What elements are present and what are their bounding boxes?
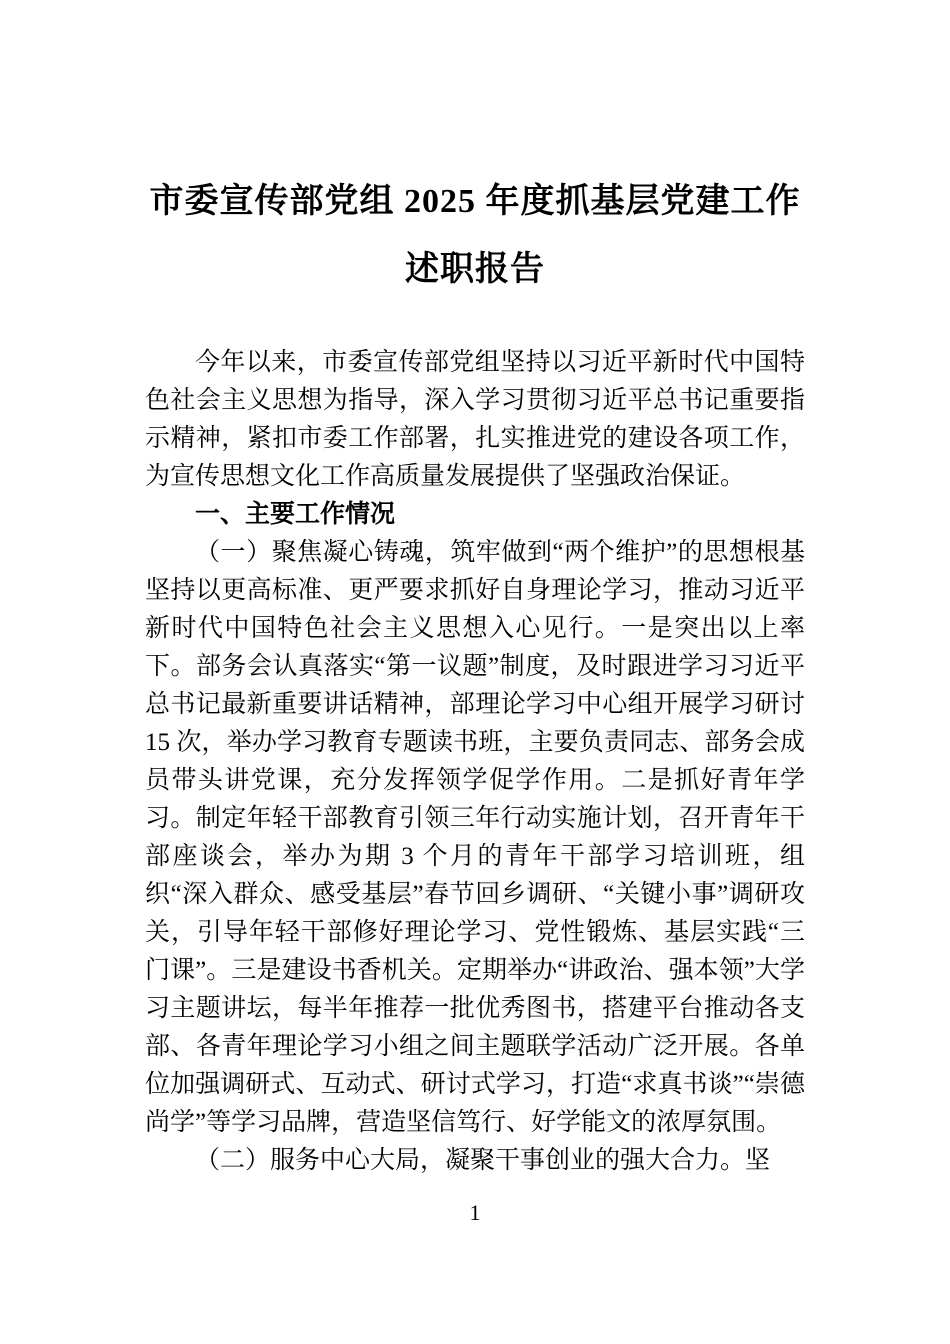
paragraph-section-two: （二）服务中心大局，凝聚干事创业的强大合力。坚 xyxy=(195,1147,771,1174)
title-line-1: 市委宣传部党组 2025 年度抓基层党建工作 xyxy=(149,183,801,220)
page-number: 1 xyxy=(469,1200,481,1225)
title-line-2: 述职报告 xyxy=(405,251,545,288)
paragraph-section-one: （一）聚焦凝心铸魂，筑牢做到“两个维护”的思想根基坚持以更高标准、更严要求抓好自身理论学习，推动习近平新时代中国特色社会主义思想入心见行。一是突出以上率下。部务会认真落实“第一议题”制度，及时跟进学习习近平总书记最新重要讲话精神，部理论学习中心组开展学习研讨 15 次，举办学习教育专题读书班，主要负责同志、部务会成员带头讲党课，充分发挥领学促学作用。二是抓好青年学习。制定年轻干部教育引领三年行动实施计划，召开青年干部座谈会，举办为期 3 个月的青年干部学习培训班，组织“深入群众、感受基层”春节回乡调研、“关键小事”调研攻关，引导年轻干部修好理论学习、党性锻炼、基层实践“三门课”。三是建设书香机关。定期举办“讲政治、强本领”大学习主题讲坛，每半年推荐一批优秀图书，搭建平台推动各支部、各青年理论学习小组之间主题联学活动广泛开展。各单位加强调研式、互动式、研讨式学习，打造“求真书谈”“崇德尚学”等学习品牌，营造坚信笃行、好学能文的浓厚氛围。 xyxy=(145,539,805,1136)
section-heading-main-work: 一、主要工作情况 xyxy=(195,501,396,528)
paragraph-intro: 今年以来，市委宣传部党组坚持以习近平新时代中国特色社会主义思想为指导，深入学习贯彻习近平总书记重要指示精神，紧扣市委工作部署，扎实推进党的建设各项工作，为宣传思想文化工作高质量发展提供了坚强政治保证。 xyxy=(145,349,805,490)
document-body xyxy=(145,344,805,1180)
document-title xyxy=(145,168,805,304)
